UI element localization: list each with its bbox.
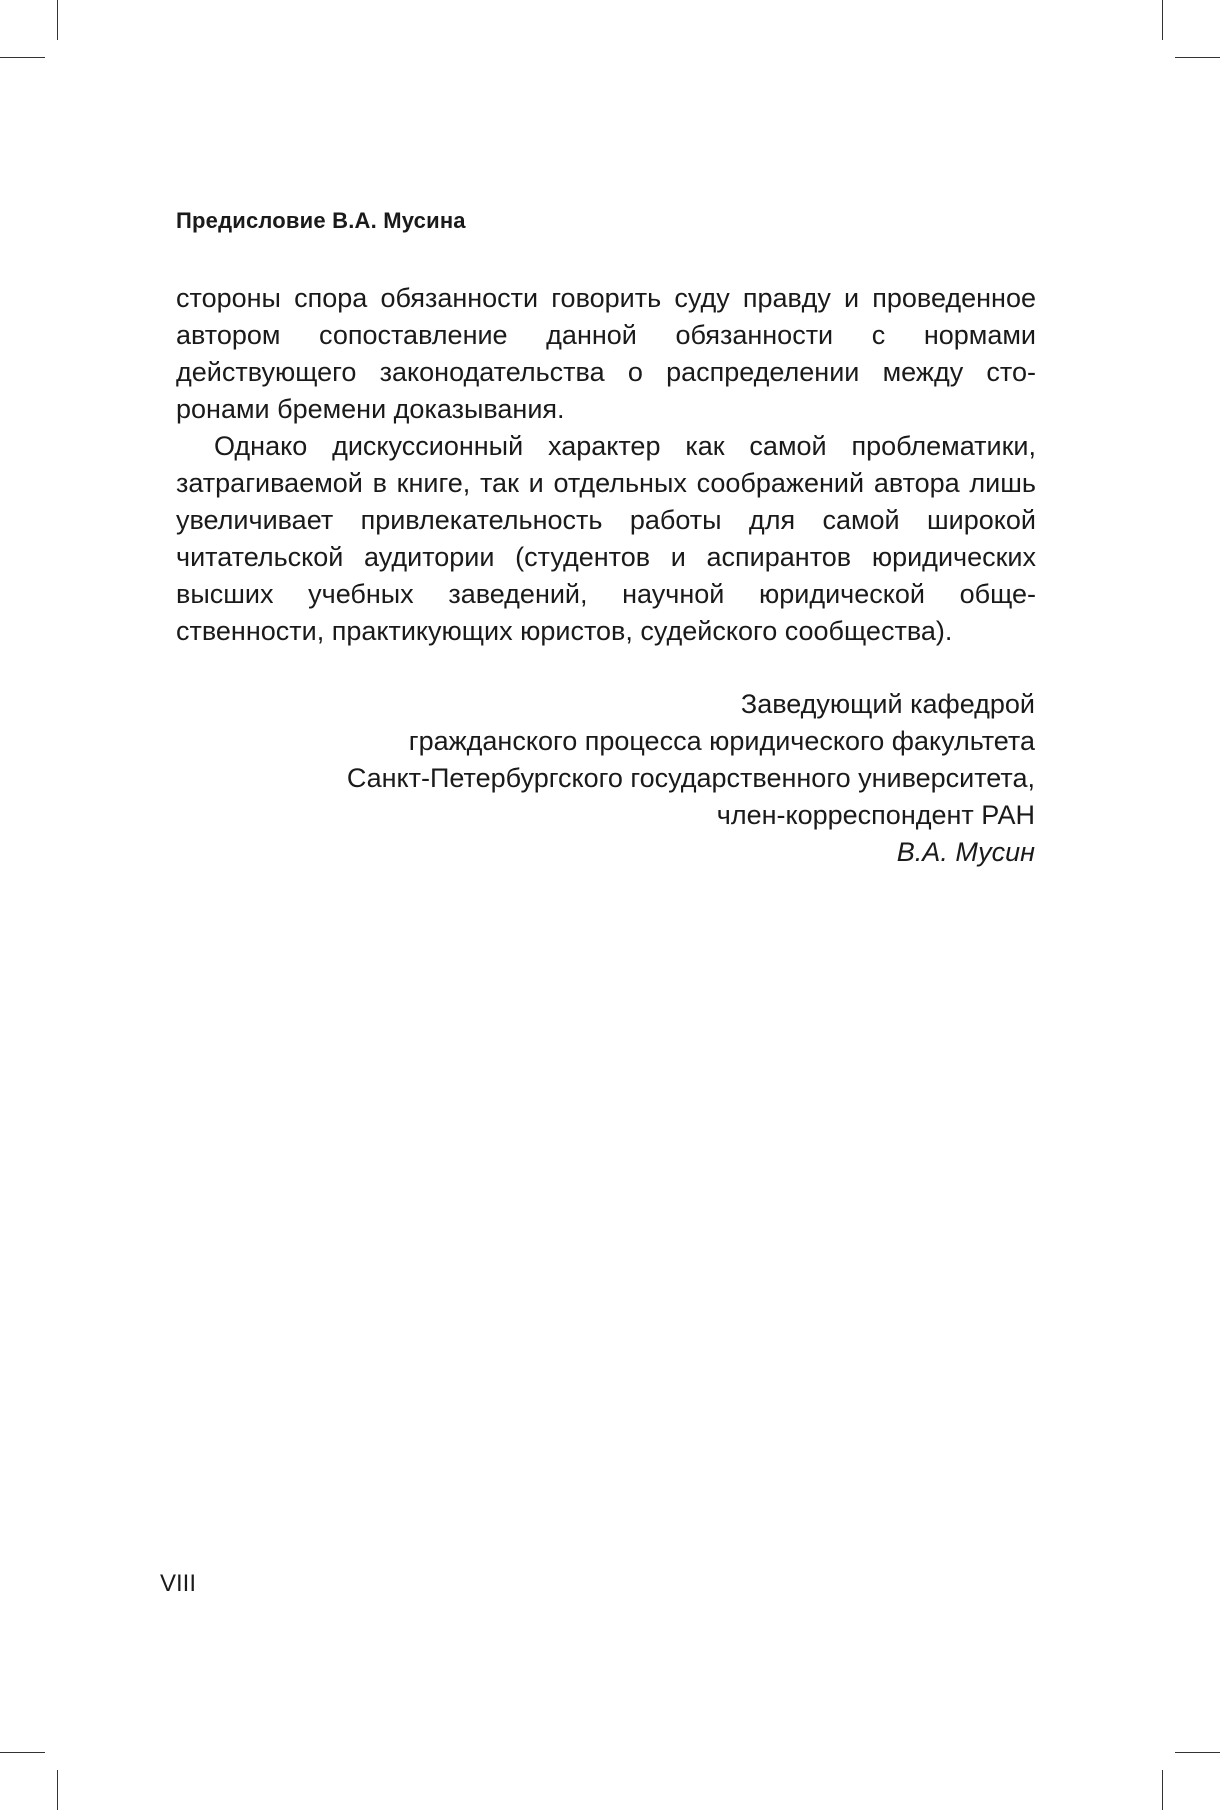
signature-position: Заведующий кафедрой [740,689,1035,719]
paragraph-1: стороны спора обязанности говорить суду правду и проведенное автором сопоставление данной обязанности с нормами действующего законодательства о распределении между сторонами бремени доказывания. [176,283,1036,424]
crop-mark-bottom-left-v [57,1770,58,1810]
signature-block [347,686,1035,871]
crop-mark-top-left-v [57,0,58,40]
crop-mark-top-right-v [1162,0,1163,40]
crop-mark-bottom-right-v [1162,1770,1163,1810]
paragraph-2: Однако дискуссионный характер как самой проблематики, затрагиваемой в книге, так и отдельных соображений автора лишь увеличивает привлекательность работы для самой широкой читательской аудитории (студентов и аспирантов юридических высших учебных заведений, научной юридической общественности, практикующих юристов, судейского сообщества). [176,431,1036,646]
crop-mark-bottom-left-h [0,1752,45,1753]
signature-department: гражданского процесса юридического факультета [408,726,1035,756]
crop-mark-top-right-h [1175,57,1220,58]
signature-university: Санкт-Петербургского государственного университета, [346,763,1035,793]
body-text [176,280,1036,650]
running-head: Предисловие В.А. Мусина [176,208,466,233]
crop-mark-top-left-h [0,57,45,58]
page-number: VIII [160,1570,197,1597]
crop-mark-bottom-right-h [1175,1752,1220,1753]
signature-name: В.А. Мусин [896,837,1035,867]
signature-title: член-корреспондент РАН [716,800,1035,830]
